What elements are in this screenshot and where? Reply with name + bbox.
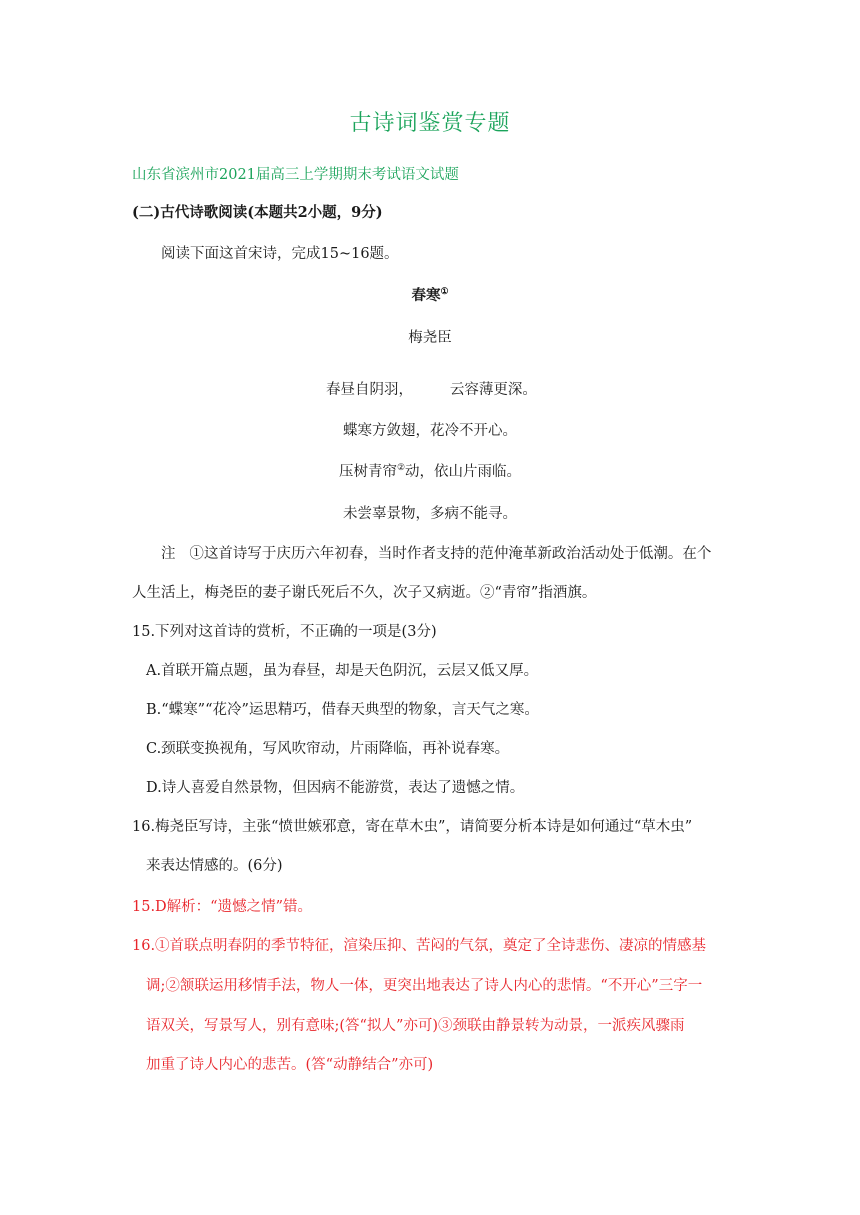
poem-line-3-a: 压树青帘 [338,464,397,480]
answer-16-line-3: 语双关，写景写人，别有意味;(答“拟人”亦可)③颈联由静景转为动景，一派疾风骤雨 [146,1018,685,1034]
poem-line-4: 未尝辜景物，多病不能寻。 [343,506,517,522]
poem-title-text: 春寒 [411,287,441,304]
poem-line-3-note: ② [396,463,406,474]
question-16-stem-line-1: 16.梅尧臣写诗，主张“愤世嫉邪意，寄在草木虫”，请简要分析本诗是如何通过“草木虫” [132,819,693,835]
answer-16-line-4: 加重了诗人内心的悲苦。(答“动静结合”亦可) [146,1057,434,1073]
poem-author: 梅尧臣 [408,330,452,346]
poem-line-2: 蝶寒方敛翅，花冷不开心。 [343,423,517,439]
poem-line-3 [0,462,860,482]
instruction-text: 阅读下面这首宋诗，完成15~16题。 [161,246,399,262]
question-15-option-c: C.颈联变换视角，写风吹帘动，片雨降临，再补说春寒。 [146,741,510,757]
question-15-stem: 15.下列对这首诗的赏析，不正确的一项是(3分) [132,624,437,640]
section-heading: (二)古代诗歌阅读(本题共2小题，9分) [132,204,383,221]
question-15-option-a: A.首联开篇点题，虽为春昼，却是天色阴沉，云层又低又厚。 [146,663,539,679]
note-line-2: 人生活上，梅尧臣的妻子谢氏死后不久，次子又病逝。②“青帘”指酒旗。 [132,585,597,601]
note-line-1: 注 ①这首诗写于庆历六年初春，当时作者支持的范仲淹革新政治活动处于低潮。在个 [161,546,712,562]
poem-line-1: 春昼自阴羽， 云容薄更深。 [326,382,537,398]
question-15-option-d: D.诗人喜爱自然景物，但因病不能游赏，表达了遗憾之情。 [146,780,525,796]
poem-title-note: ① [440,287,449,298]
answer-16-line-2: 调;②颔联运用移情手法，物人一体，更突出地表达了诗人内心的悲情。“不开心”三字一 [146,978,703,994]
poem-title [0,286,860,306]
page-title: 古诗词鉴赏专题 [349,111,511,136]
question-16-stem-line-2: 来表达情感的。(6分) [146,858,283,874]
question-15-option-b: B.“蝶寒”“花冷”运思精巧，借春天典型的物象，言天气之寒。 [146,702,539,718]
poem-line-3-b: 动，依山片雨临。 [405,464,522,480]
answer-15: 15.D解析：“遗憾之情”错。 [132,899,313,915]
answer-16-line-1: 16.①首联点明春阴的季节特征，渲染压抑、苦闷的气氛，奠定了全诗悲伤、凄凉的情感基 [132,938,707,954]
source-line: 山东省滨州市2021届高三上学期期末考试语文试题 [132,167,459,183]
